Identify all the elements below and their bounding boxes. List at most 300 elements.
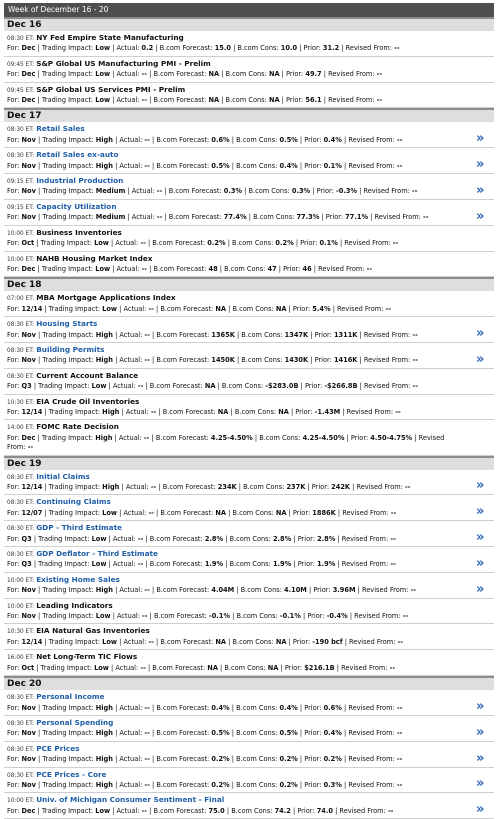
revised-label: Revised From: xyxy=(348,703,395,712)
for-label: For: xyxy=(7,755,20,764)
separator: | xyxy=(115,356,120,365)
event-title-line xyxy=(7,319,464,330)
separator: | xyxy=(152,586,157,595)
forecast-value: 48 xyxy=(208,264,218,273)
day-block xyxy=(4,676,494,819)
double-chevron-right-icon[interactable]: » xyxy=(476,802,485,818)
for-label: For: xyxy=(7,213,20,222)
revised-label: Revised From: xyxy=(356,483,403,491)
for-value: Oct xyxy=(21,663,35,672)
revised-label: Revised From: xyxy=(348,161,395,170)
actual-label: Actual: xyxy=(119,729,143,738)
event-title-line xyxy=(7,254,464,265)
forecast-label: B.com Forecast: xyxy=(160,508,214,517)
actual-value: -- xyxy=(144,755,150,764)
separator: | xyxy=(278,264,284,273)
double-chevron-right-icon[interactable]: » xyxy=(476,351,485,367)
event-details xyxy=(7,96,464,105)
for-label: For: xyxy=(7,534,20,543)
cons-label: B.com Cons: xyxy=(224,264,266,273)
event-name-link[interactable]: Housing Starts xyxy=(36,319,98,329)
separator: | xyxy=(342,407,347,416)
double-chevron-right-icon[interactable]: » xyxy=(476,157,485,173)
day-block xyxy=(4,277,494,455)
prior-label: Prior: xyxy=(314,330,332,339)
double-chevron-right-icon[interactable]: » xyxy=(476,325,485,341)
event-name-link[interactable]: Capacity Utilization xyxy=(36,201,117,211)
revised-value: -- xyxy=(396,161,403,170)
cons-value: 237K xyxy=(286,483,306,491)
for-value: Nov xyxy=(21,755,36,764)
cons-value: NA xyxy=(268,70,280,79)
prior-value: $216.1B xyxy=(304,663,335,672)
calendar-event xyxy=(4,83,494,109)
revised-value: -- xyxy=(402,612,409,621)
cons-value: 1347K xyxy=(284,330,309,339)
separator: | xyxy=(111,663,116,672)
for-label: For: xyxy=(7,44,20,53)
separator: | xyxy=(108,382,113,391)
revised-label: Revised From: xyxy=(361,586,409,595)
for-value: Nov xyxy=(21,356,36,365)
actual-label: Actual: xyxy=(131,213,155,222)
revised-label: Revised From: xyxy=(363,356,411,365)
actual-value: -- xyxy=(141,806,148,815)
for-label: For: xyxy=(7,330,20,339)
forecast-value: 0.6% xyxy=(211,135,230,144)
calendar-event xyxy=(4,252,494,278)
separator: | xyxy=(156,508,161,517)
prior-value: -0.3% xyxy=(335,187,358,196)
double-chevron-right-icon[interactable]: » xyxy=(476,750,485,766)
actual-value: -- xyxy=(144,780,150,789)
forecast-label: B.com Forecast: xyxy=(149,560,203,569)
separator: | xyxy=(359,382,364,391)
separator: | xyxy=(228,508,233,517)
separator: | xyxy=(38,330,43,339)
separator: | xyxy=(152,780,157,789)
revised-value: -- xyxy=(396,780,403,789)
forecast-value: NA xyxy=(204,382,216,391)
for-label: For: xyxy=(7,560,20,569)
event-name-link[interactable]: GDP Deflator - Third Estimate xyxy=(36,549,158,559)
separator: | xyxy=(308,586,314,595)
revised-label: Revised From: xyxy=(345,44,393,53)
for-label: For: xyxy=(7,239,20,248)
cons-value: NA xyxy=(275,304,287,313)
separator: | xyxy=(228,637,233,646)
separator: | xyxy=(152,135,157,144)
separator: | xyxy=(344,703,349,712)
actual-label: Actual: xyxy=(112,382,136,391)
actual-value: -- xyxy=(140,239,146,248)
event-name-link[interactable]: PCE Prices xyxy=(36,743,80,753)
forecast-label: B.com Forecast: xyxy=(156,135,210,144)
forecast-value: 234K xyxy=(217,483,237,491)
for-label: For: xyxy=(7,729,20,738)
event-name: Leading Indicators xyxy=(36,600,113,610)
revised-value: -- xyxy=(412,330,418,339)
event-name: NY Fed Empire State Manufacturing xyxy=(36,33,184,42)
separator: | xyxy=(359,356,364,365)
impact-label: Trading Impact: xyxy=(41,44,94,53)
for-label: For: xyxy=(7,356,20,365)
for-value: Nov xyxy=(21,161,36,170)
cons-label: B.com Cons: xyxy=(232,304,274,313)
calendar-days xyxy=(4,17,494,819)
prior-value: 3.96M xyxy=(332,586,356,595)
forecast-value: NA xyxy=(208,96,220,105)
event-name-link[interactable]: Retail Sales ex-auto xyxy=(36,150,119,160)
event-time: 10:00 ET: xyxy=(7,577,35,584)
forecast-value: NA xyxy=(215,637,227,646)
event-list xyxy=(4,122,494,277)
prior-value: -$266.8B xyxy=(324,382,358,391)
for-label: For: xyxy=(7,70,20,79)
prior-value: 242K xyxy=(331,483,351,491)
event-time: 08:30 ET: xyxy=(7,474,35,481)
forecast-value: 0.2% xyxy=(211,780,230,789)
separator: | xyxy=(370,213,375,222)
for-value: Nov xyxy=(21,135,36,144)
event-time: 08:30 ET: xyxy=(7,552,35,559)
separator: | xyxy=(231,729,237,738)
event-details xyxy=(7,239,464,248)
impact-value: High xyxy=(95,356,113,365)
calendar-event xyxy=(4,650,494,676)
separator: | xyxy=(220,663,225,672)
separator: | xyxy=(300,382,305,391)
prior-label: Prior: xyxy=(300,239,318,248)
event-details xyxy=(7,535,464,544)
separator: | xyxy=(359,330,364,339)
forecast-label: B.com Forecast: xyxy=(168,187,222,196)
for-value: Nov xyxy=(21,330,36,339)
separator: | xyxy=(108,534,113,543)
impact-label: Trading Impact: xyxy=(48,483,101,491)
event-name-link[interactable]: Initial Claims xyxy=(36,471,90,481)
separator: | xyxy=(323,96,329,105)
separator: | xyxy=(155,44,160,53)
separator: | xyxy=(108,560,113,569)
event-time: 14:00 ET: xyxy=(7,425,35,432)
separator: | xyxy=(232,612,237,621)
event-title-line xyxy=(7,85,464,96)
event-name-link[interactable]: GDP - Third Estimate xyxy=(36,523,123,533)
separator: | xyxy=(231,703,237,712)
cons-label: B.com Cons: xyxy=(236,161,278,170)
double-chevron-right-icon[interactable]: » xyxy=(476,581,485,597)
calendar-event xyxy=(4,521,494,547)
double-chevron-right-icon[interactable]: » xyxy=(476,478,485,494)
event-title-line xyxy=(7,744,464,755)
calendar-event xyxy=(4,174,494,200)
separator: | xyxy=(248,213,254,222)
double-chevron-right-icon[interactable]: » xyxy=(476,530,485,546)
separator: | xyxy=(115,135,120,144)
forecast-label: B.com Forecast: xyxy=(156,356,210,365)
cons-value: 1.9% xyxy=(272,560,292,569)
calendar-event xyxy=(4,31,494,57)
event-details xyxy=(7,781,464,790)
double-chevron-right-icon[interactable]: » xyxy=(476,208,485,224)
prior-value: 77.1% xyxy=(345,213,369,222)
event-name: MBA Mortgage Applications Index xyxy=(36,293,176,303)
cons-label: B.com Cons: xyxy=(248,187,290,196)
event-name: EIA Natural Gas Inventories xyxy=(36,626,150,636)
event-name: FOMC Rate Decision xyxy=(36,422,119,432)
cons-value: NA xyxy=(267,663,279,672)
prior-label: Prior: xyxy=(304,729,322,738)
cons-value: 0.5% xyxy=(279,135,298,144)
event-name-link[interactable]: Industrial Production xyxy=(36,176,124,186)
separator: | xyxy=(299,135,305,144)
event-name-link[interactable]: Personal Spending xyxy=(36,717,114,727)
calendar-event xyxy=(4,547,494,573)
event-details xyxy=(7,560,464,569)
forecast-value: 0.5% xyxy=(211,161,230,170)
separator: | xyxy=(112,44,117,53)
separator: | xyxy=(127,187,132,196)
for-value: Nov xyxy=(21,187,36,196)
prior-label: Prior: xyxy=(304,780,322,789)
impact-label: Trading Impact: xyxy=(42,161,94,170)
forecast-value: 0.2% xyxy=(211,755,230,764)
event-title-line xyxy=(7,371,464,382)
separator: | xyxy=(127,213,132,222)
separator: | xyxy=(344,637,350,646)
revised-value: -- xyxy=(385,304,392,313)
actual-label: Actual: xyxy=(116,806,140,815)
separator: | xyxy=(244,187,249,196)
separator: | xyxy=(44,483,49,491)
cons-value: NA xyxy=(278,407,289,416)
actual-label: Actual: xyxy=(119,755,143,764)
event-time: 08:30 ET: xyxy=(7,746,35,753)
revised-label: Revised From: xyxy=(328,70,375,79)
calendar-event xyxy=(4,742,494,768)
prior-value: 49.7 xyxy=(305,70,322,79)
revised-value: -- xyxy=(423,213,429,222)
for-value: 12/14 xyxy=(21,407,43,416)
actual-label: Actual: xyxy=(119,780,143,789)
event-title-line xyxy=(7,601,464,612)
impact-value: High xyxy=(95,135,113,144)
for-value: 12/14 xyxy=(21,304,43,313)
for-label: For: xyxy=(7,407,20,416)
prior-value: 0.4% xyxy=(323,729,342,738)
event-name-link[interactable]: Existing Home Sales xyxy=(36,574,120,584)
event-name-link[interactable]: Building Permits xyxy=(36,344,105,354)
for-label: For: xyxy=(7,780,20,789)
impact-value: High xyxy=(95,433,113,442)
actual-value: -- xyxy=(144,161,150,170)
cons-value: 2.8% xyxy=(272,534,292,543)
separator: | xyxy=(119,637,124,646)
separator: | xyxy=(37,433,42,442)
calendar-event xyxy=(4,291,494,317)
actual-label: Actual: xyxy=(123,637,147,646)
event-title-line xyxy=(7,523,464,534)
double-chevron-right-icon[interactable]: » xyxy=(476,504,485,520)
calendar-event xyxy=(4,599,494,625)
revised-value: -- xyxy=(396,755,403,764)
event-details xyxy=(7,807,464,816)
separator: | xyxy=(164,213,169,222)
event-time: 10:30 ET: xyxy=(7,629,35,636)
revised-label: Revised From: xyxy=(342,508,389,517)
impact-label: Trading Impact: xyxy=(42,729,94,738)
revised-label: Revised From: xyxy=(337,304,384,313)
separator: | xyxy=(44,304,49,313)
revised-label: Revised From: xyxy=(7,433,445,452)
cons-label: B.com Cons: xyxy=(229,560,271,569)
separator: | xyxy=(231,135,237,144)
cons-label: B.com Cons: xyxy=(236,612,278,621)
event-title-line xyxy=(7,124,464,135)
cons-value: 74.2 xyxy=(274,806,291,815)
for-label: For: xyxy=(7,382,20,391)
prior-label: Prior: xyxy=(292,508,311,517)
forecast-label: B.com Forecast: xyxy=(160,637,214,646)
separator: | xyxy=(121,483,126,491)
separator: | xyxy=(339,239,345,248)
revised-label: Revised From: xyxy=(328,96,375,105)
event-time: 08:30 ET: xyxy=(7,720,35,727)
separator: | xyxy=(111,239,116,248)
for-value: Oct xyxy=(21,239,35,248)
separator: | xyxy=(151,433,156,442)
actual-label: Actual: xyxy=(125,483,149,491)
prior-label: Prior: xyxy=(303,44,321,53)
day-block xyxy=(4,17,494,108)
for-label: For: xyxy=(7,508,20,517)
event-time: 08:30 ET: xyxy=(7,322,35,329)
prior-label: Prior: xyxy=(297,560,315,569)
event-name-link[interactable]: PCE Prices - Core xyxy=(36,769,107,779)
actual-value: -- xyxy=(150,407,157,416)
for-label: For: xyxy=(7,161,20,170)
prior-label: Prior: xyxy=(286,70,304,79)
event-name-link[interactable]: Continuing Claims xyxy=(36,497,111,507)
double-chevron-right-icon[interactable]: » xyxy=(476,724,485,740)
event-name-link[interactable]: Personal Income xyxy=(36,692,105,702)
double-chevron-right-icon[interactable]: » xyxy=(476,776,485,792)
calendar-event xyxy=(4,317,494,343)
cons-label: B.com Cons: xyxy=(236,780,278,789)
revised-value: -- xyxy=(411,187,418,196)
actual-value: -- xyxy=(144,703,150,712)
calendar-event xyxy=(4,768,494,794)
separator: | xyxy=(44,508,49,517)
revised-label: Revised From: xyxy=(348,135,395,144)
day-header: Dec 20 xyxy=(4,676,494,690)
prior-value: 0.4% xyxy=(323,135,342,144)
separator: | xyxy=(238,483,244,491)
double-chevron-right-icon[interactable]: » xyxy=(476,698,485,714)
separator: | xyxy=(310,330,315,339)
cons-label: B.com Cons: xyxy=(232,239,274,248)
actual-label: Actual: xyxy=(123,304,147,313)
event-title-line xyxy=(7,228,464,239)
double-chevron-right-icon[interactable]: » xyxy=(476,555,485,571)
for-value: Dec xyxy=(21,96,36,105)
actual-value: -- xyxy=(148,508,154,517)
cons-label: B.com Cons: xyxy=(236,703,278,712)
impact-value: High xyxy=(95,586,113,595)
event-details xyxy=(7,434,464,453)
actual-value: -- xyxy=(143,433,150,442)
cons-label: B.com Cons: xyxy=(237,44,279,53)
forecast-label: B.com Forecast: xyxy=(149,382,203,391)
separator: | xyxy=(236,356,242,365)
separator: | xyxy=(225,534,230,543)
actual-label: Actual: xyxy=(117,612,140,621)
separator: | xyxy=(359,187,364,196)
event-name-link[interactable]: Univ. of Michigan Consumer Sentiment - Final xyxy=(36,795,225,805)
separator: | xyxy=(149,806,154,815)
separator: | xyxy=(292,806,298,815)
separator: | xyxy=(290,407,296,416)
cons-label: B.com Cons: xyxy=(253,213,295,222)
event-name: NAHB Housing Market Index xyxy=(36,253,153,263)
for-label: For: xyxy=(7,586,20,595)
revised-label: Revised From: xyxy=(348,780,395,789)
cons-value: NA xyxy=(275,508,287,517)
prior-value: 56.1 xyxy=(305,96,322,105)
forecast-value: 1.9% xyxy=(204,560,224,569)
forecast-label: B.com Forecast: xyxy=(159,44,213,53)
impact-value: Low xyxy=(95,612,111,621)
actual-value: -- xyxy=(156,187,163,196)
forecast-label: B.com Forecast: xyxy=(156,780,210,789)
actual-label: Actual: xyxy=(119,330,143,339)
separator: | xyxy=(299,44,304,53)
actual-value: -- xyxy=(144,330,150,339)
event-title-line xyxy=(7,718,464,729)
forecast-label: B.com Forecast: xyxy=(153,806,207,815)
double-chevron-right-icon[interactable]: » xyxy=(476,131,485,147)
impact-label: Trading Impact: xyxy=(42,330,94,339)
revised-value: -- xyxy=(396,729,403,738)
event-name-link[interactable]: Retail Sales xyxy=(36,124,85,134)
separator: | xyxy=(152,356,157,365)
for-value: Dec xyxy=(21,433,36,442)
separator: | xyxy=(38,780,43,789)
separator: | xyxy=(344,161,349,170)
cons-value: 0.2% xyxy=(279,755,298,764)
double-chevron-right-icon[interactable]: » xyxy=(476,182,485,198)
event-details xyxy=(7,213,464,222)
event-title-line xyxy=(7,770,464,781)
prior-value: -190 bcf xyxy=(312,637,343,646)
actual-value: -- xyxy=(141,70,148,79)
for-value: Q3 xyxy=(21,534,32,543)
for-value: 12/07 xyxy=(21,508,43,517)
separator: | xyxy=(231,780,237,789)
separator: | xyxy=(221,96,226,105)
impact-label: Trading Impact: xyxy=(41,433,94,442)
forecast-value: 2.8% xyxy=(204,534,224,543)
impact-value: Low xyxy=(91,534,107,543)
event-title-line xyxy=(7,422,464,433)
prior-label: Prior: xyxy=(292,637,311,646)
actual-label: Actual: xyxy=(131,187,155,196)
separator: | xyxy=(33,534,39,543)
event-time: 09:45 ET: xyxy=(7,61,35,68)
separator: | xyxy=(293,534,298,543)
impact-label: Trading Impact: xyxy=(40,239,92,248)
